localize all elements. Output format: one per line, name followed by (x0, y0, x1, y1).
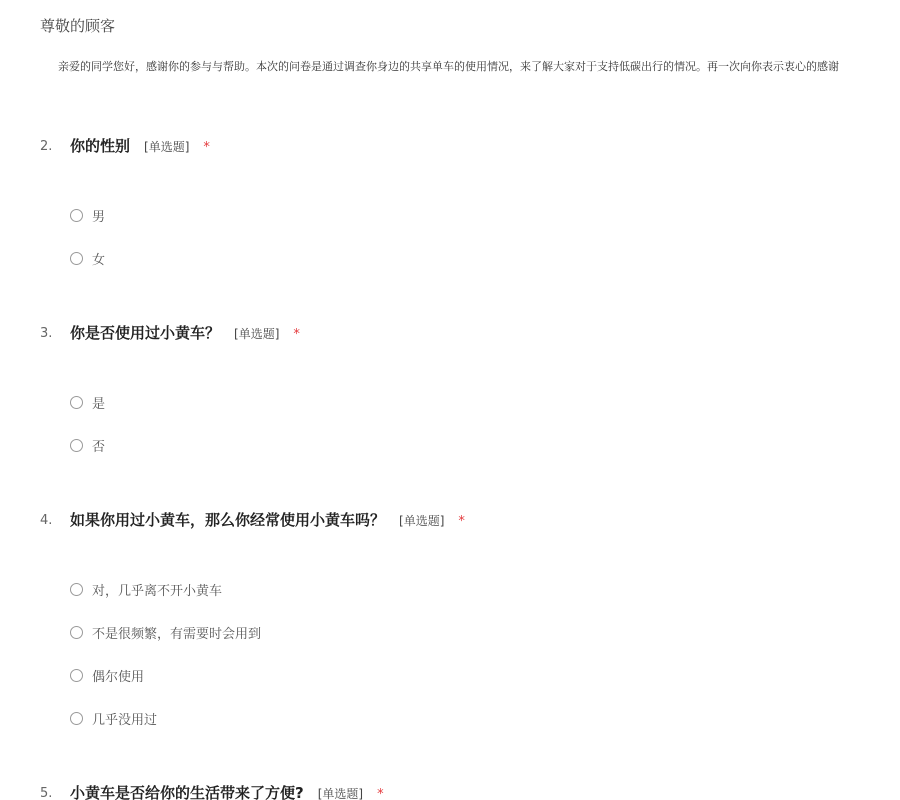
radio-button[interactable] (70, 252, 83, 265)
option-rarely[interactable] (70, 697, 261, 740)
question-title-line (70, 322, 300, 343)
question-title: 你是否使用过小黄车？ (70, 324, 221, 342)
question-title-line (70, 782, 384, 800)
question-title-line (70, 135, 210, 156)
option-yes[interactable] (70, 381, 105, 424)
question-type: [单选题] (317, 787, 364, 800)
question-header (0, 322, 900, 346)
question-title: 小黄车是否给你的生活带来了方便? (70, 784, 304, 800)
radio-button[interactable] (70, 583, 83, 596)
option-when-needed[interactable] (70, 611, 261, 654)
question-title: 如果你用过小黄车，那么你经常使用小黄车吗？ (70, 511, 386, 529)
option-label: 不是很频繁，有需要时会用到 (92, 627, 262, 642)
option-list (70, 194, 105, 280)
option-no[interactable] (70, 424, 105, 467)
question-number: 2. (40, 139, 53, 154)
question-header (0, 135, 900, 159)
radio-button[interactable] (70, 209, 83, 222)
option-label: 女 (92, 253, 106, 268)
question-number: 5. (40, 786, 53, 800)
question-number: 3. (40, 326, 53, 341)
radio-button[interactable] (70, 396, 83, 409)
option-label: 偶尔使用 (92, 670, 145, 685)
option-label: 否 (92, 440, 106, 455)
required-marker: * (458, 514, 465, 529)
survey-title: 尊敬的顾客 (40, 17, 116, 35)
option-label: 对，几乎离不开小黄车 (92, 584, 223, 599)
question-2 (0, 135, 900, 268)
question-header (0, 509, 900, 533)
option-label: 几乎没用过 (92, 713, 158, 728)
radio-button[interactable] (70, 712, 83, 725)
radio-button[interactable] (70, 439, 83, 452)
required-marker: * (377, 787, 384, 800)
radio-button[interactable] (70, 669, 83, 682)
required-marker: * (293, 327, 300, 342)
question-title: 你的性别 (70, 137, 131, 155)
question-5 (0, 782, 900, 800)
survey-intro: 亲爱的同学您好，感谢你的参与与帮助。本次的问卷是通过调查你身边的共享单车的使用情况，来了解大家对于支持低碳出行的情况。再一次向你表示衷心的感谢 (58, 60, 839, 73)
option-label: 男 (92, 210, 106, 225)
required-marker: * (203, 140, 210, 155)
option-male[interactable] (70, 194, 105, 237)
option-always[interactable] (70, 568, 261, 611)
question-3 (0, 322, 900, 455)
question-type: [单选题] (144, 140, 190, 154)
option-label: 是 (92, 397, 106, 412)
question-type: [单选题] (234, 327, 280, 341)
option-list (70, 568, 261, 740)
radio-button[interactable] (70, 626, 83, 639)
option-female[interactable] (70, 237, 105, 280)
option-list (70, 381, 105, 467)
question-title-line (70, 509, 465, 530)
question-4 (0, 509, 900, 728)
question-header (0, 782, 900, 800)
question-type: [单选题] (399, 514, 445, 528)
question-number: 4. (40, 513, 53, 528)
option-occasionally[interactable] (70, 654, 261, 697)
